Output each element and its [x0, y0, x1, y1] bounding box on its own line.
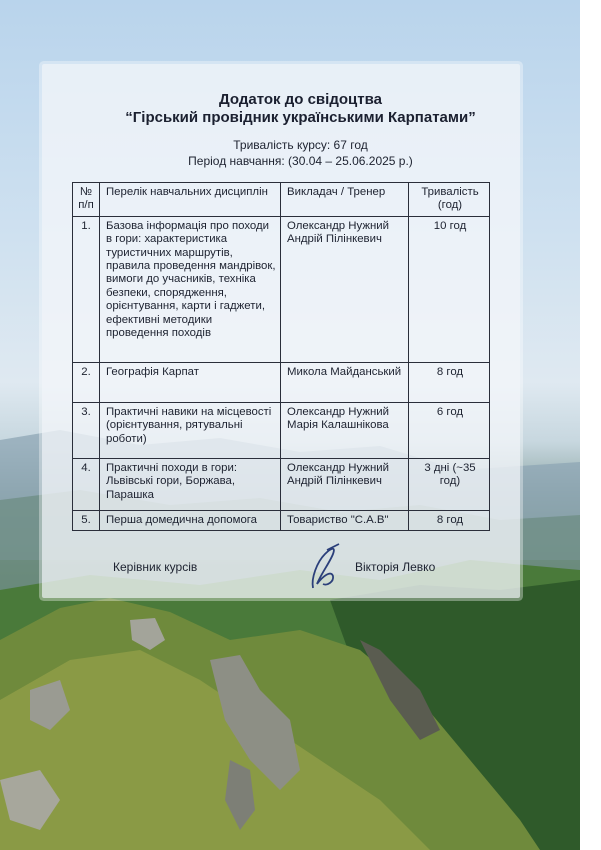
document-title: Додаток до свідоцтва [219, 91, 382, 108]
row-subject: Практичні походи в гори: Львівські гори, Боржава, Парашка [100, 458, 281, 510]
course-duration: Тривалість курсу: 67 год [233, 138, 368, 152]
row-duration: 8 год [409, 362, 490, 402]
row-num: 3. [73, 402, 100, 458]
study-period: Період навчання: (30.04 – 25.06.2025 р.) [188, 154, 413, 168]
table-row [73, 362, 490, 402]
row-subject: Практичні навики на місцевості (орієнтування, рятувальні роботи) [100, 402, 281, 458]
row-duration: 10 год [409, 216, 490, 362]
header-num: № п/п [73, 183, 100, 217]
row-duration: 6 год [409, 402, 490, 458]
table-row [73, 216, 490, 362]
row-teacher: Олександр Нужний Андрій Пілінкевич [281, 216, 409, 362]
header-duration: Тривалість (год) [409, 183, 490, 217]
row-subject: Перша домедична допомога [100, 510, 281, 530]
row-subject: Географія Карпат [100, 362, 281, 402]
row-teacher: Микола Майданський [281, 362, 409, 402]
row-subject: Базова інформація про походи в гори: характеристика туристичних маршрутів, правила проведення мандрівок, вимоги до учасників, техніка безпеки, спорядження, орієнтування, карти і гаджети, ефективні методики проведення походів [100, 216, 281, 362]
row-teacher: Олександр Нужний Андрій Пілінкевич [281, 458, 409, 510]
row-duration: 8 год [409, 510, 490, 530]
handwritten-signature [303, 540, 353, 595]
table-row [73, 402, 490, 458]
table-row [73, 510, 490, 530]
table-header-row [73, 183, 490, 217]
row-num: 4. [73, 458, 100, 510]
curriculum-table [72, 182, 490, 531]
row-num: 5. [73, 510, 100, 530]
row-duration: 3 дні (~35 год) [409, 458, 490, 510]
row-num: 1. [73, 216, 100, 362]
signatory-role: Керівник курсів [113, 560, 198, 574]
row-teacher: Олександр Нужний Марія Калашнікова [281, 402, 409, 458]
course-name: “Гірський провідник українськими Карпатами” [125, 109, 476, 126]
header-subject: Перелік навчальних дисциплін [100, 183, 281, 217]
header-teacher: Викладач / Тренер [281, 183, 409, 217]
signatory-name: Вікторія Левко [355, 560, 436, 574]
row-teacher: Товариство "С.А.В" [281, 510, 409, 530]
row-num: 2. [73, 362, 100, 402]
table-row [73, 458, 490, 510]
